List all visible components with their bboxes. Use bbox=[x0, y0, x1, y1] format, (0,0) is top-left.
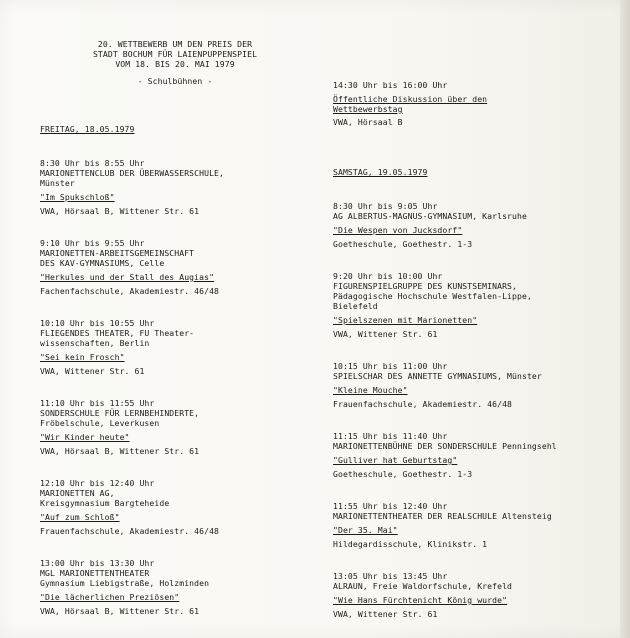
entry-venue: VWA, Hörsaal B bbox=[333, 117, 403, 127]
entry-group: MARIONETTEN-ARBEITSGEMEINSCHAFT bbox=[40, 248, 195, 258]
entry-time: 13:00 Uhr bis 13:30 Uhr bbox=[40, 558, 155, 568]
schedule-entry bbox=[40, 478, 310, 536]
entry-venue: Hildegardisschule, Klinikstr. 1 bbox=[333, 539, 488, 549]
entry-title: "Die lächerlichen Preziösen" bbox=[40, 592, 180, 602]
entry-venue: Frauenfachschule, Akademiestr. 46/48 bbox=[40, 526, 220, 536]
entry-venue: VWA, Wittener Str. 61 bbox=[333, 609, 438, 619]
entry-venue: VWA, Wittener Str. 61 bbox=[40, 366, 145, 376]
entry-time: 13:05 Uhr bis 13:45 Uhr bbox=[333, 571, 448, 581]
entry-time: 8:30 Uhr bis 9:05 Uhr bbox=[333, 201, 438, 211]
header-line: STADT BOCHUM FÜR LAIENPUPPENSPIEL bbox=[92, 49, 258, 59]
entry-title: "Spielszenen mit Marionetten" bbox=[333, 315, 478, 325]
entry-venue: Goetheschule, Goethestr. 1-3 bbox=[333, 469, 473, 479]
entry-group: ALRAUN, Freie Waldorfschule, Krefeld bbox=[333, 581, 513, 591]
day-heading-saturday: SAMSTAG, 19.05.1979 bbox=[333, 167, 428, 177]
entry-group: MARIONETTENTHEATER DER REALSCHULE Altensteig bbox=[333, 511, 552, 521]
entry-title: "Im Spukschloß" bbox=[40, 192, 115, 202]
entry-title: "Die Wespen von Jucksdorf" bbox=[333, 225, 463, 235]
schedule-entry bbox=[333, 501, 618, 549]
entry-title: "Sei kein Frosch" bbox=[40, 352, 125, 362]
entry-title: "Wie Hans Fürchtenicht König wurde" bbox=[333, 595, 508, 605]
header-note: - Schulbühnen - bbox=[137, 76, 213, 86]
entry-title: "Der 35. Mai" bbox=[333, 525, 398, 535]
entry-time: 9:20 Uhr bis 10:00 Uhr bbox=[333, 271, 443, 281]
entry-group: Bielefeld bbox=[333, 301, 378, 311]
entry-venue: VWA, Hörsaal B, Wittener Str. 61 bbox=[40, 446, 200, 456]
schedule-entry bbox=[40, 238, 310, 296]
entry-venue: Fachenfachschule, Akademiestr. 46/48 bbox=[40, 286, 220, 296]
entry-venue: VWA, Wittener Str. 61 bbox=[333, 329, 438, 339]
entry-group: MGL MARIONETTENTHEATER bbox=[40, 568, 150, 578]
entry-venue: VWA, Hörsaal B, Wittener Str. 61 bbox=[40, 606, 200, 616]
entry-group: Kreisgymnasium Bargteheide bbox=[40, 498, 170, 508]
entry-time: 8:30 Uhr bis 8:55 Uhr bbox=[40, 158, 145, 168]
entry-venue: Frauenfachschule, Akademiestr. 46/48 bbox=[333, 399, 513, 409]
entry-title: "Kleine Mouche" bbox=[333, 385, 408, 395]
schedule-entry bbox=[40, 318, 310, 376]
schedule-entry bbox=[333, 201, 618, 249]
entry-time: 9:10 Uhr bis 9:55 Uhr bbox=[40, 238, 145, 248]
entry-time: 10:10 Uhr bis 10:55 Uhr bbox=[40, 318, 155, 328]
schedule-entry bbox=[333, 431, 618, 479]
entry-group: MARIONETTENBÜHNE DER SONDERSCHULE Penningsehl bbox=[333, 441, 557, 451]
schedule-entry bbox=[333, 271, 618, 339]
schedule-entry-discussion bbox=[333, 80, 618, 127]
document-header bbox=[40, 39, 310, 86]
entry-venue: Goetheschule, Goethestr. 1-3 bbox=[333, 239, 473, 249]
entry-group: SONDERSCHULE FÜR LERNBEHINDERTE, bbox=[40, 408, 200, 418]
header-line: VOM 18. BIS 20. MAI 1979 bbox=[115, 59, 235, 69]
schedule-entry bbox=[40, 558, 310, 616]
schedule-entry bbox=[333, 361, 618, 409]
entry-title: "Wir Kinder heute" bbox=[40, 432, 130, 442]
schedule-entry bbox=[40, 398, 310, 456]
entry-group: Münster bbox=[40, 178, 75, 188]
entry-time: 11:55 Uhr bis 12:40 Uhr bbox=[333, 501, 448, 511]
entry-group: Fröbelschule, Leverkusen bbox=[40, 418, 160, 428]
entry-group: SPIELSCHAR DES ANNETTE GYMNASIUMS, Münster bbox=[333, 371, 542, 381]
entry-time: 10:15 Uhr bis 11:00 Uhr bbox=[333, 361, 448, 371]
entry-title: "Auf zum Schloß" bbox=[40, 512, 120, 522]
entry-title: Wettbewerbstag bbox=[333, 104, 403, 114]
entry-group: wissenschaften, Berlin bbox=[40, 338, 150, 348]
day-heading-friday: FREITAG, 18.05.1979 bbox=[40, 124, 135, 134]
entry-group: FLIEGENDES THEATER, FU Theater- bbox=[40, 328, 195, 338]
entry-group: Pädagogische Hochschule Westfalen-Lippe, bbox=[333, 291, 532, 301]
page-edge bbox=[620, 0, 630, 638]
entry-group: MARIONETTENCLUB DER ÜBERWASSERSCHULE, bbox=[40, 168, 224, 178]
left-column bbox=[40, 39, 310, 616]
entry-title: "Gulliver hat Geburtstag" bbox=[333, 455, 458, 465]
entry-time: 11:15 Uhr bis 11:40 Uhr bbox=[333, 431, 448, 441]
entry-group: FIGURENSPIELGRUPPE DES KUNSTSEMINARS, bbox=[333, 281, 517, 291]
entry-group: MARIONETTEN AG, bbox=[40, 488, 115, 498]
header-line: 20. WETTBEWERB UM DEN PREIS DER bbox=[97, 39, 253, 49]
schedule-entry bbox=[40, 158, 310, 216]
entry-group: DES KAV-GYMNASIUMS, Celle bbox=[40, 258, 165, 268]
entry-title: "Herkules und der Stall des Augias" bbox=[40, 272, 215, 282]
schedule-entry bbox=[333, 571, 618, 619]
entry-time: 11:10 Uhr bis 11:55 Uhr bbox=[40, 398, 155, 408]
entry-group: Gymnasium Liebigstraße, Holzminden bbox=[40, 578, 210, 588]
entry-title: Öffentliche Diskussion über den bbox=[333, 94, 488, 104]
entry-group: AG ALBERTUS-MAGNUS-GYMNASIUM, Karlsruhe bbox=[333, 211, 527, 221]
entry-time: 14:30 Uhr bis 16:00 Uhr bbox=[333, 80, 448, 90]
entry-time: 12:10 Uhr bis 12:40 Uhr bbox=[40, 478, 155, 488]
right-column bbox=[333, 80, 618, 619]
entry-venue: VWA, Hörsaal B, Wittener Str. 61 bbox=[40, 206, 200, 216]
